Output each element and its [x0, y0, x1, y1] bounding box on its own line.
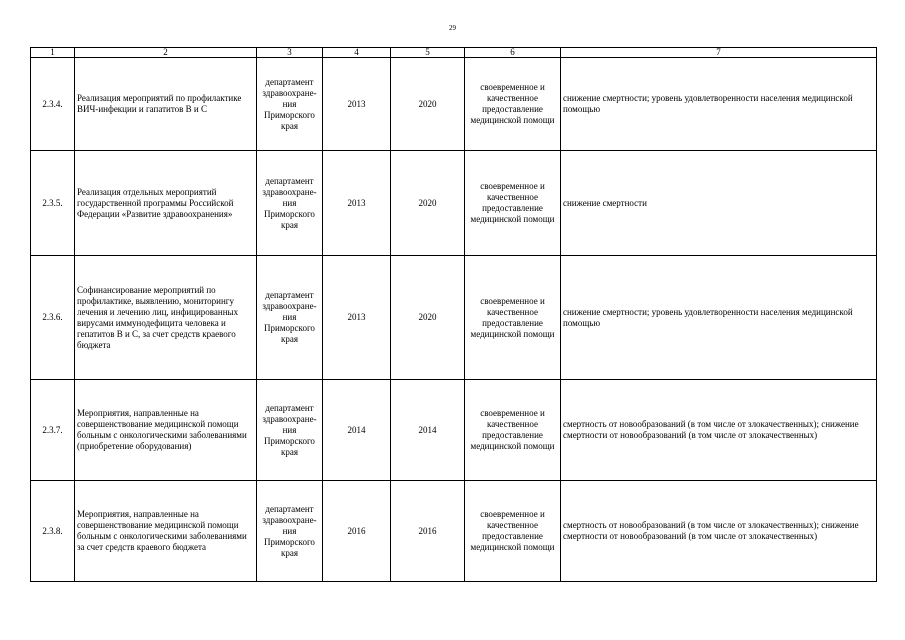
- measure-number: 2.3.8.: [31, 481, 75, 582]
- expected-result: своевременное и качественное предоставление медицинской помощи: [465, 151, 561, 256]
- indicator: снижение смертности: [561, 151, 877, 256]
- column-header-7: 7: [561, 48, 877, 58]
- table-row: [31, 256, 877, 380]
- expected-result: своевременное и качественное предоставление медицинской помощи: [465, 481, 561, 582]
- end-year: 2020: [391, 256, 465, 380]
- end-year: 2016: [391, 481, 465, 582]
- column-header-4: 4: [323, 48, 391, 58]
- end-year: 2014: [391, 380, 465, 481]
- measure-name: Реализация отдельных мероприятий государственной программы Российской Федерации «Развитие здравоохранения»: [75, 151, 257, 256]
- measure-name: Реализация мероприятий по профилактике ВИЧ-инфекции и гапатитов В и С: [75, 58, 257, 151]
- start-year: 2014: [323, 380, 391, 481]
- measure-number: 2.3.5.: [31, 151, 75, 256]
- measure-number: 2.3.7.: [31, 380, 75, 481]
- measure-number: 2.3.4.: [31, 58, 75, 151]
- page-number: 29: [449, 24, 456, 32]
- indicator: снижение смертности; уровень удовлетворенности населения медицинской помощью: [561, 58, 877, 151]
- executor: департамент здравоохране-ния Приморского края: [257, 256, 323, 380]
- expected-result: своевременное и качественное предоставление медицинской помощи: [465, 256, 561, 380]
- end-year: 2020: [391, 151, 465, 256]
- program-measures-table: [30, 47, 877, 582]
- start-year: 2013: [323, 151, 391, 256]
- executor: департамент здравоохране-ния Приморского края: [257, 481, 323, 582]
- start-year: 2016: [323, 481, 391, 582]
- measure-name: Софинансирование мероприятий по профилактике, выявлению, мониторингу лечения и лечению лиц, инфицированных вирусами иммунодефицита человека и гепатитов В и С, за счет средств краевого бюджета: [75, 256, 257, 380]
- start-year: 2013: [323, 58, 391, 151]
- column-header-6: 6: [465, 48, 561, 58]
- executor: департамент здравоохране-ния Приморского края: [257, 380, 323, 481]
- measure-name: Мероприятия, направленные на совершенствование медицинской помощи больным с онкологическими заболеваниями за счет средств краевого бюджета: [75, 481, 257, 582]
- indicator: смертность от новообразований (в том числе от злокачественных); снижение смертности от новообразований (в том числе от злокачественных): [561, 380, 877, 481]
- expected-result: своевременное и качественное предоставление медицинской помощи: [465, 58, 561, 151]
- executor: департамент здравоохране-ния Приморского края: [257, 151, 323, 256]
- table-row: [31, 481, 877, 582]
- column-header-1: 1: [31, 48, 75, 58]
- table-row: [31, 380, 877, 481]
- start-year: 2013: [323, 256, 391, 380]
- indicator: снижение смертности; уровень удовлетворенности населения медицинской помощью: [561, 256, 877, 380]
- column-header-2: 2: [75, 48, 257, 58]
- measure-name: Мероприятия, направленные на совершенствование медицинской помощи больным с онкологическими заболеваниями (приобретение оборудования): [75, 380, 257, 481]
- executor: департамент здравоохране-ния Приморского края: [257, 58, 323, 151]
- table-row: [31, 58, 877, 151]
- end-year: 2020: [391, 58, 465, 151]
- column-header-3: 3: [257, 48, 323, 58]
- measure-number: 2.3.6.: [31, 256, 75, 380]
- indicator: смертность от новообразований (в том числе от злокачественных); снижение смертности от новообразований (в том числе от злокачественных): [561, 481, 877, 582]
- column-numbers-row: [31, 48, 877, 58]
- table-row: [31, 151, 877, 256]
- expected-result: своевременное и качественное предоставление медицинской помощи: [465, 380, 561, 481]
- column-header-5: 5: [391, 48, 465, 58]
